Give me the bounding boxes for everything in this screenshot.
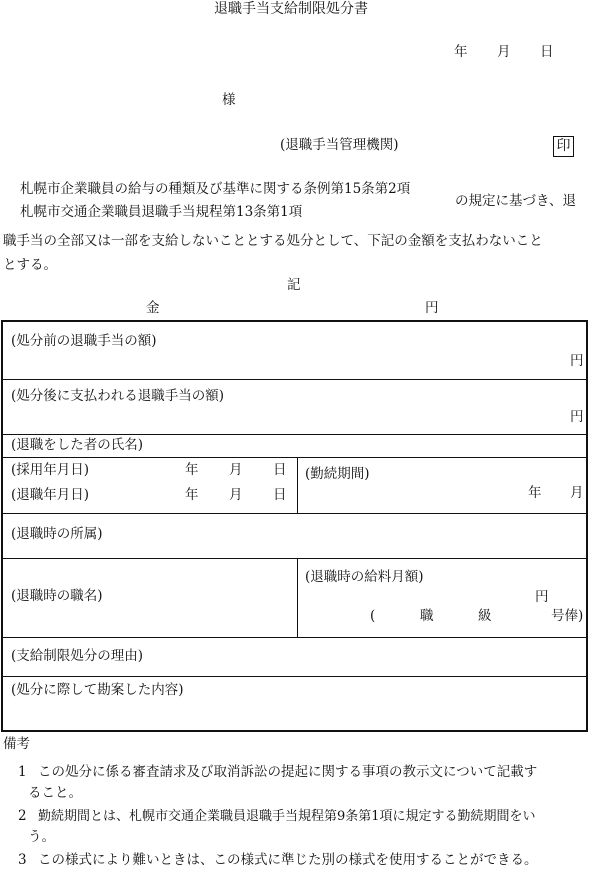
body-line-2: とする。 [3, 257, 57, 273]
hire-year: 年 [185, 462, 199, 478]
row-divider [3, 637, 586, 638]
salary-yen: 円 [535, 589, 549, 605]
row-divider [3, 434, 586, 435]
document-title: 退職手当支給制限処分書 [214, 1, 368, 17]
grade-open-paren: ( [370, 608, 376, 624]
basis-line-1: 札幌市企業職員の給与の種類及び基準に関する条例第15条第2項 [20, 181, 411, 197]
before-amount-yen: 円 [570, 353, 584, 369]
note-text-continued: う。 [28, 829, 55, 845]
issuer-label: (退職手当管理機関) [280, 137, 399, 153]
note-text: この様式により難いときは、この様式に準じた別の様式を使用することができる。 [38, 852, 538, 868]
after-amount-yen: 円 [570, 409, 584, 425]
note-number: 2 [18, 808, 27, 824]
basis-line-2: 札幌市交通企業職員退職手当規程第13条第1項 [20, 204, 303, 220]
grade-kyu: 級 [478, 608, 492, 624]
column-divider [297, 457, 298, 513]
retire-year: 年 [185, 487, 199, 503]
date-day-label: 日 [540, 44, 554, 60]
service-year: 年 [528, 485, 542, 501]
retiree-name-label: (退職をした者の氏名) [11, 437, 144, 453]
reason-label: (支給制限処分の理由) [11, 648, 144, 664]
date-year-label: 年 [454, 44, 468, 60]
body-line-1: 職手当の全部又は一部を支給しないこととする処分として、下記の金額を支払わないこと [3, 233, 543, 249]
seal-mark: 印 [553, 136, 574, 157]
affiliation-label: (退職時の所属) [11, 526, 103, 542]
date-month-label: 月 [497, 44, 511, 60]
position-label: (退職時の職名) [11, 588, 103, 604]
considered-content-label: (処分に際して勘案した内容) [11, 682, 184, 698]
retire-day: 日 [273, 487, 287, 503]
grade-shoku: 職 [420, 608, 434, 624]
grade-gouhou: 号俸) [551, 608, 584, 624]
ki-heading: 記 [287, 277, 301, 293]
retire-month: 月 [229, 487, 243, 503]
amount-yen: 円 [425, 300, 439, 316]
retire-date-label: (退職年月日) [11, 487, 90, 503]
service-month: 月 [570, 485, 584, 501]
hire-day: 日 [273, 462, 287, 478]
hire-date-label: (採用年月日) [11, 462, 90, 478]
note-text: 勤続期間とは、札幌市交通企業職員退職手当規程第9条第1項に規定する勤続期間をい [38, 809, 536, 824]
service-period-label: (勤続期間) [305, 466, 370, 482]
after-amount-label: (処分後に支払われる退職手当の額) [11, 388, 225, 404]
note-text: この処分に係る審査請求及び取消訴訟の提起に関する事項の教示文について記載す [38, 764, 538, 780]
basis-suffix: の規定に基づき、退 [455, 193, 576, 209]
row-divider [3, 513, 586, 514]
note-text-continued: ること。 [28, 785, 82, 801]
before-amount-label: (処分前の退職手当の額) [11, 333, 157, 349]
row-divider [3, 457, 586, 458]
hire-month: 月 [229, 462, 243, 478]
addressee-suffix: 様 [222, 92, 236, 108]
note-number: 1 [18, 764, 27, 780]
row-divider [3, 379, 586, 380]
column-divider [297, 558, 298, 637]
row-divider [3, 558, 586, 559]
row-divider [3, 676, 586, 677]
amount-prefix: 金 [146, 300, 160, 316]
salary-label: (退職時の給料月額) [305, 569, 424, 585]
detail-table [1, 320, 588, 732]
notes-heading: 備考 [3, 736, 30, 752]
note-number: 3 [18, 852, 27, 868]
